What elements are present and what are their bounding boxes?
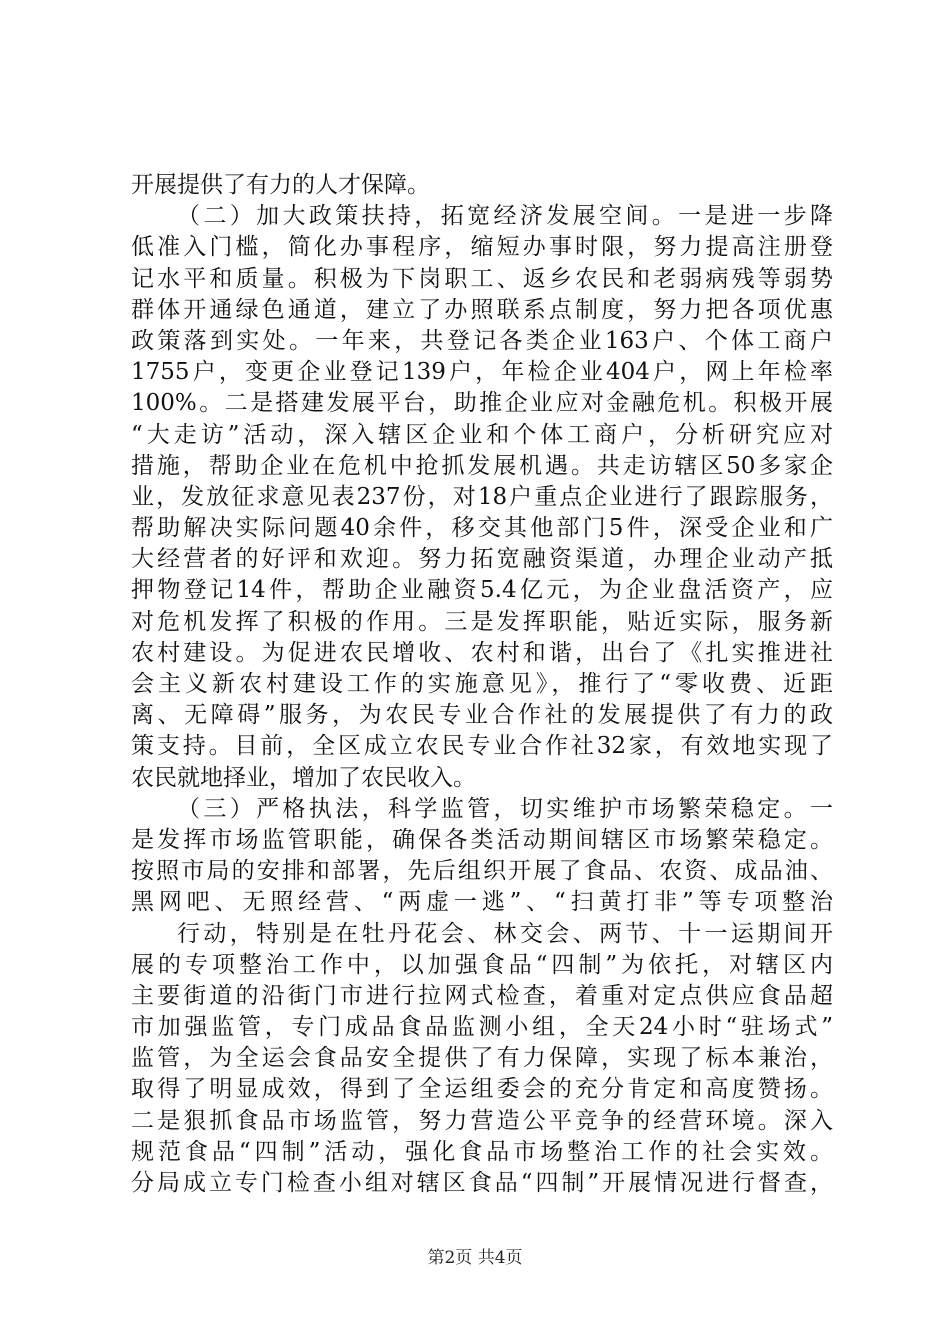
text-line: 政策落到实处。一年来，共登记各类企业163户、个体工商户 [131,327,833,354]
text-line: 黑网吧、无照经营、“两虚一逃”、“扫黄打非”等专项整治 [131,889,833,916]
text-line: 大经营者的好评和欢迎。努力拓宽融资渠道，办理企业动产抵 [131,546,833,573]
text-line: 农民就地择业，增加了农民收入。 [131,764,476,791]
text-line: 主要街道的沿街门市进行拉网式检查，着重对定点供应食品超 [131,982,833,1009]
text-line: 展的专项整治工作中，以加强食品“四制”为依托，对辖区内 [131,951,833,978]
text-line: 帮助解决实际问题40余件，移交其他部门5件，深受企业和广 [131,515,833,542]
text-line: 会主义新农村建设工作的实施意见》，推行了“零收费、近距 [131,671,833,697]
text-line: 行动，特别是在牡丹花会、林交会、两节、十一运期间开 [177,920,833,947]
text-line: 是发挥市场监管职能，确保各类活动期间辖区市场繁荣稳定。 [131,826,833,853]
text-line: 监管，为全运会食品安全提供了有力保障，实现了标本兼治， [131,1045,833,1072]
text-line: （三）严格执法，科学监管，切实维护市场繁荣稳定。一 [177,795,833,822]
text-line: （二）加大政策扶持，拓宽经济发展空间。一是进一步降 [177,203,833,230]
text-line: 记水平和质量。积极为下岗职工、返乡农民和老弱病残等弱势 [131,265,833,292]
body-text [131,170,833,1199]
text-line: 1755户，变更企业登记139户，年检企业404户，网上年检率 [131,359,833,386]
text-line: 100%。二是搭建发展平台，助推企业应对金融危机。积极开展 [131,390,833,417]
text-line: 策支持。目前，全区成立农民专业合作社32家，有效地实现了 [131,733,833,760]
text-line: 押物登记14件，帮助企业融资5.4亿元，为企业盘活资产，应 [131,577,833,604]
page-number-footer: 第2页 共4页 [427,1248,523,1268]
text-line: 规范食品“四制”活动，强化食品市场整治工作的社会实效。 [131,1138,833,1165]
text-line: “大走访”活动，深入辖区企业和个体工商户，分析研究应对 [131,421,833,448]
text-line: 取得了明显成效，得到了全运组委会的充分肯定和高度赞扬。 [131,1076,833,1103]
text-line: 群体开通绿色通道，建立了办照联系点制度，努力把各项优惠 [131,296,833,323]
text-line: 业，发放征求意见表237份，对18户重点企业进行了跟踪服务， [131,483,833,510]
text-line: 离、无障碍”服务，为农民专业合作社的发展提供了有力的政 [131,702,833,729]
text-line: 措施，帮助企业在危机中抢抓发展机遇。共走访辖区50多家企 [131,452,833,479]
text-line: 按照市局的安排和部署，先后组织开展了食品、农资、成品油、 [131,858,833,885]
text-line: 分局成立专门检查小组对辖区食品“四制”开展情况进行督查， [131,1170,833,1196]
text-line: 市加强监管，专门成品食品监测小组，全天24小时“驻场式” [131,1014,833,1041]
text-line: 农村建设。为促进农民增收、农村和谐，出台了《扎实推进社 [131,639,833,666]
text-line: 低准入门槛，简化办事程序，缩短办事时限，努力提高注册登 [131,234,833,261]
text-line: 对危机发挥了积极的作用。三是发挥职能，贴近实际，服务新 [131,608,833,635]
text-line: 开展提供了有力的人才保障。 [131,172,430,198]
text-line: 二是狠抓食品市场监管，努力营造公平竞争的经营环境。深入 [131,1107,833,1134]
